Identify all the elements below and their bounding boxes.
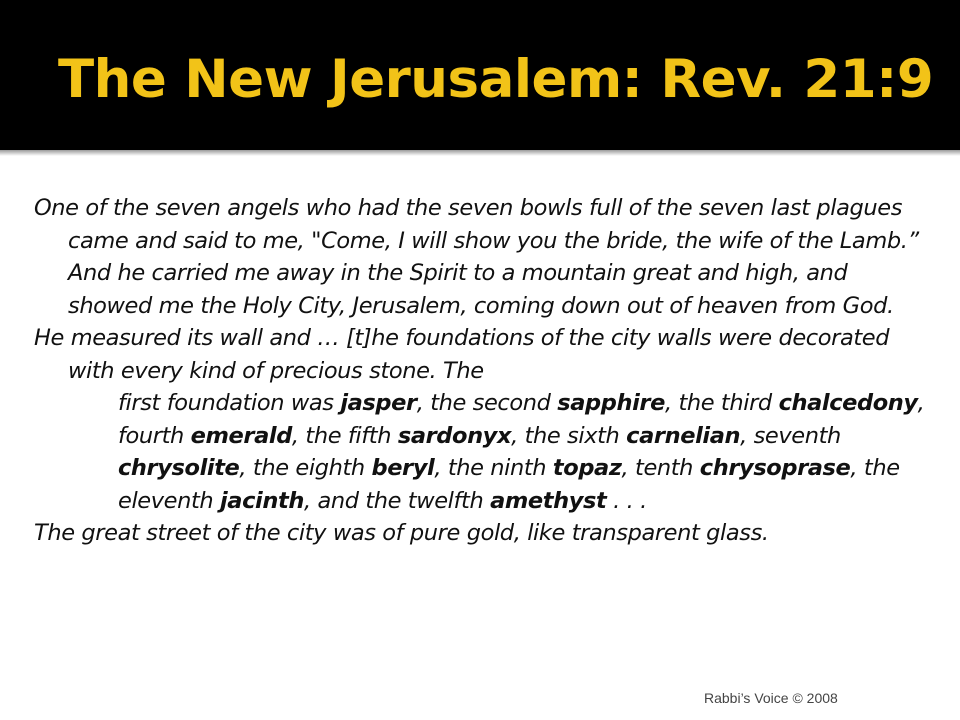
slide-title: The New Jerusalem: Rev. 21:9 bbox=[58, 49, 934, 110]
gemstone-name: jacinth bbox=[220, 487, 304, 514]
passage-text: , tenth bbox=[621, 455, 700, 481]
passage-text: He measured its wall and … [t]he foundations of the city walls were decorated with every kind of precious stone. The bbox=[34, 325, 890, 384]
passage-text: , fourth bbox=[118, 390, 925, 449]
passage-text: . . . bbox=[606, 487, 647, 514]
passage-text: , the eighth bbox=[239, 455, 372, 481]
gemstone-name: chrysolite bbox=[118, 455, 240, 481]
gemstone-name: topaz bbox=[552, 455, 622, 481]
gemstone-name: amethyst bbox=[490, 487, 607, 514]
paragraph-great-street bbox=[34, 517, 934, 550]
passage-text: , the third bbox=[664, 390, 779, 416]
passage-text: One of the seven angels who had the seven bowls full of the seven last plagues came and said to me, "Come, I will show you the bride, the wife of the Lamb.” And he carried me away in the Spirit to a mountain great and high, and showed me the Holy City, Jerusalem, coming down out of heaven from God. bbox=[34, 195, 919, 319]
gemstone-name: sapphire bbox=[557, 390, 665, 416]
title-divider bbox=[0, 150, 960, 156]
gemstone-name: carnelian bbox=[626, 422, 741, 449]
paragraph-city-walls bbox=[34, 322, 934, 387]
passage-text: , the fifth bbox=[291, 422, 398, 449]
footer-copyright: Rabbi’s Voice © 2008 bbox=[704, 690, 838, 706]
gemstone-name: jasper bbox=[340, 390, 417, 416]
scripture-passage bbox=[34, 192, 934, 550]
passage-text: , the second bbox=[416, 390, 558, 416]
gemstone-name: chrysoprase bbox=[699, 455, 851, 481]
paragraph-angel-vision bbox=[34, 192, 934, 322]
gemstone-name: emerald bbox=[190, 422, 292, 449]
passage-text: first foundation was bbox=[118, 390, 341, 416]
passage-text: , the sixth bbox=[511, 422, 627, 449]
passage-text: , the ninth bbox=[434, 455, 553, 481]
passage-text: , seventh bbox=[740, 422, 841, 449]
passage-text: , and the twelfth bbox=[303, 487, 491, 514]
passage-text: The great street of the city was of pure gold, like transparent glass. bbox=[34, 520, 769, 546]
gemstone-name: chalcedony bbox=[778, 390, 918, 416]
gemstone-name: beryl bbox=[371, 455, 435, 481]
passage-text: , the eleventh bbox=[118, 455, 900, 514]
paragraph-foundation-stones bbox=[34, 387, 934, 517]
gemstone-name: sardonyx bbox=[397, 422, 512, 449]
